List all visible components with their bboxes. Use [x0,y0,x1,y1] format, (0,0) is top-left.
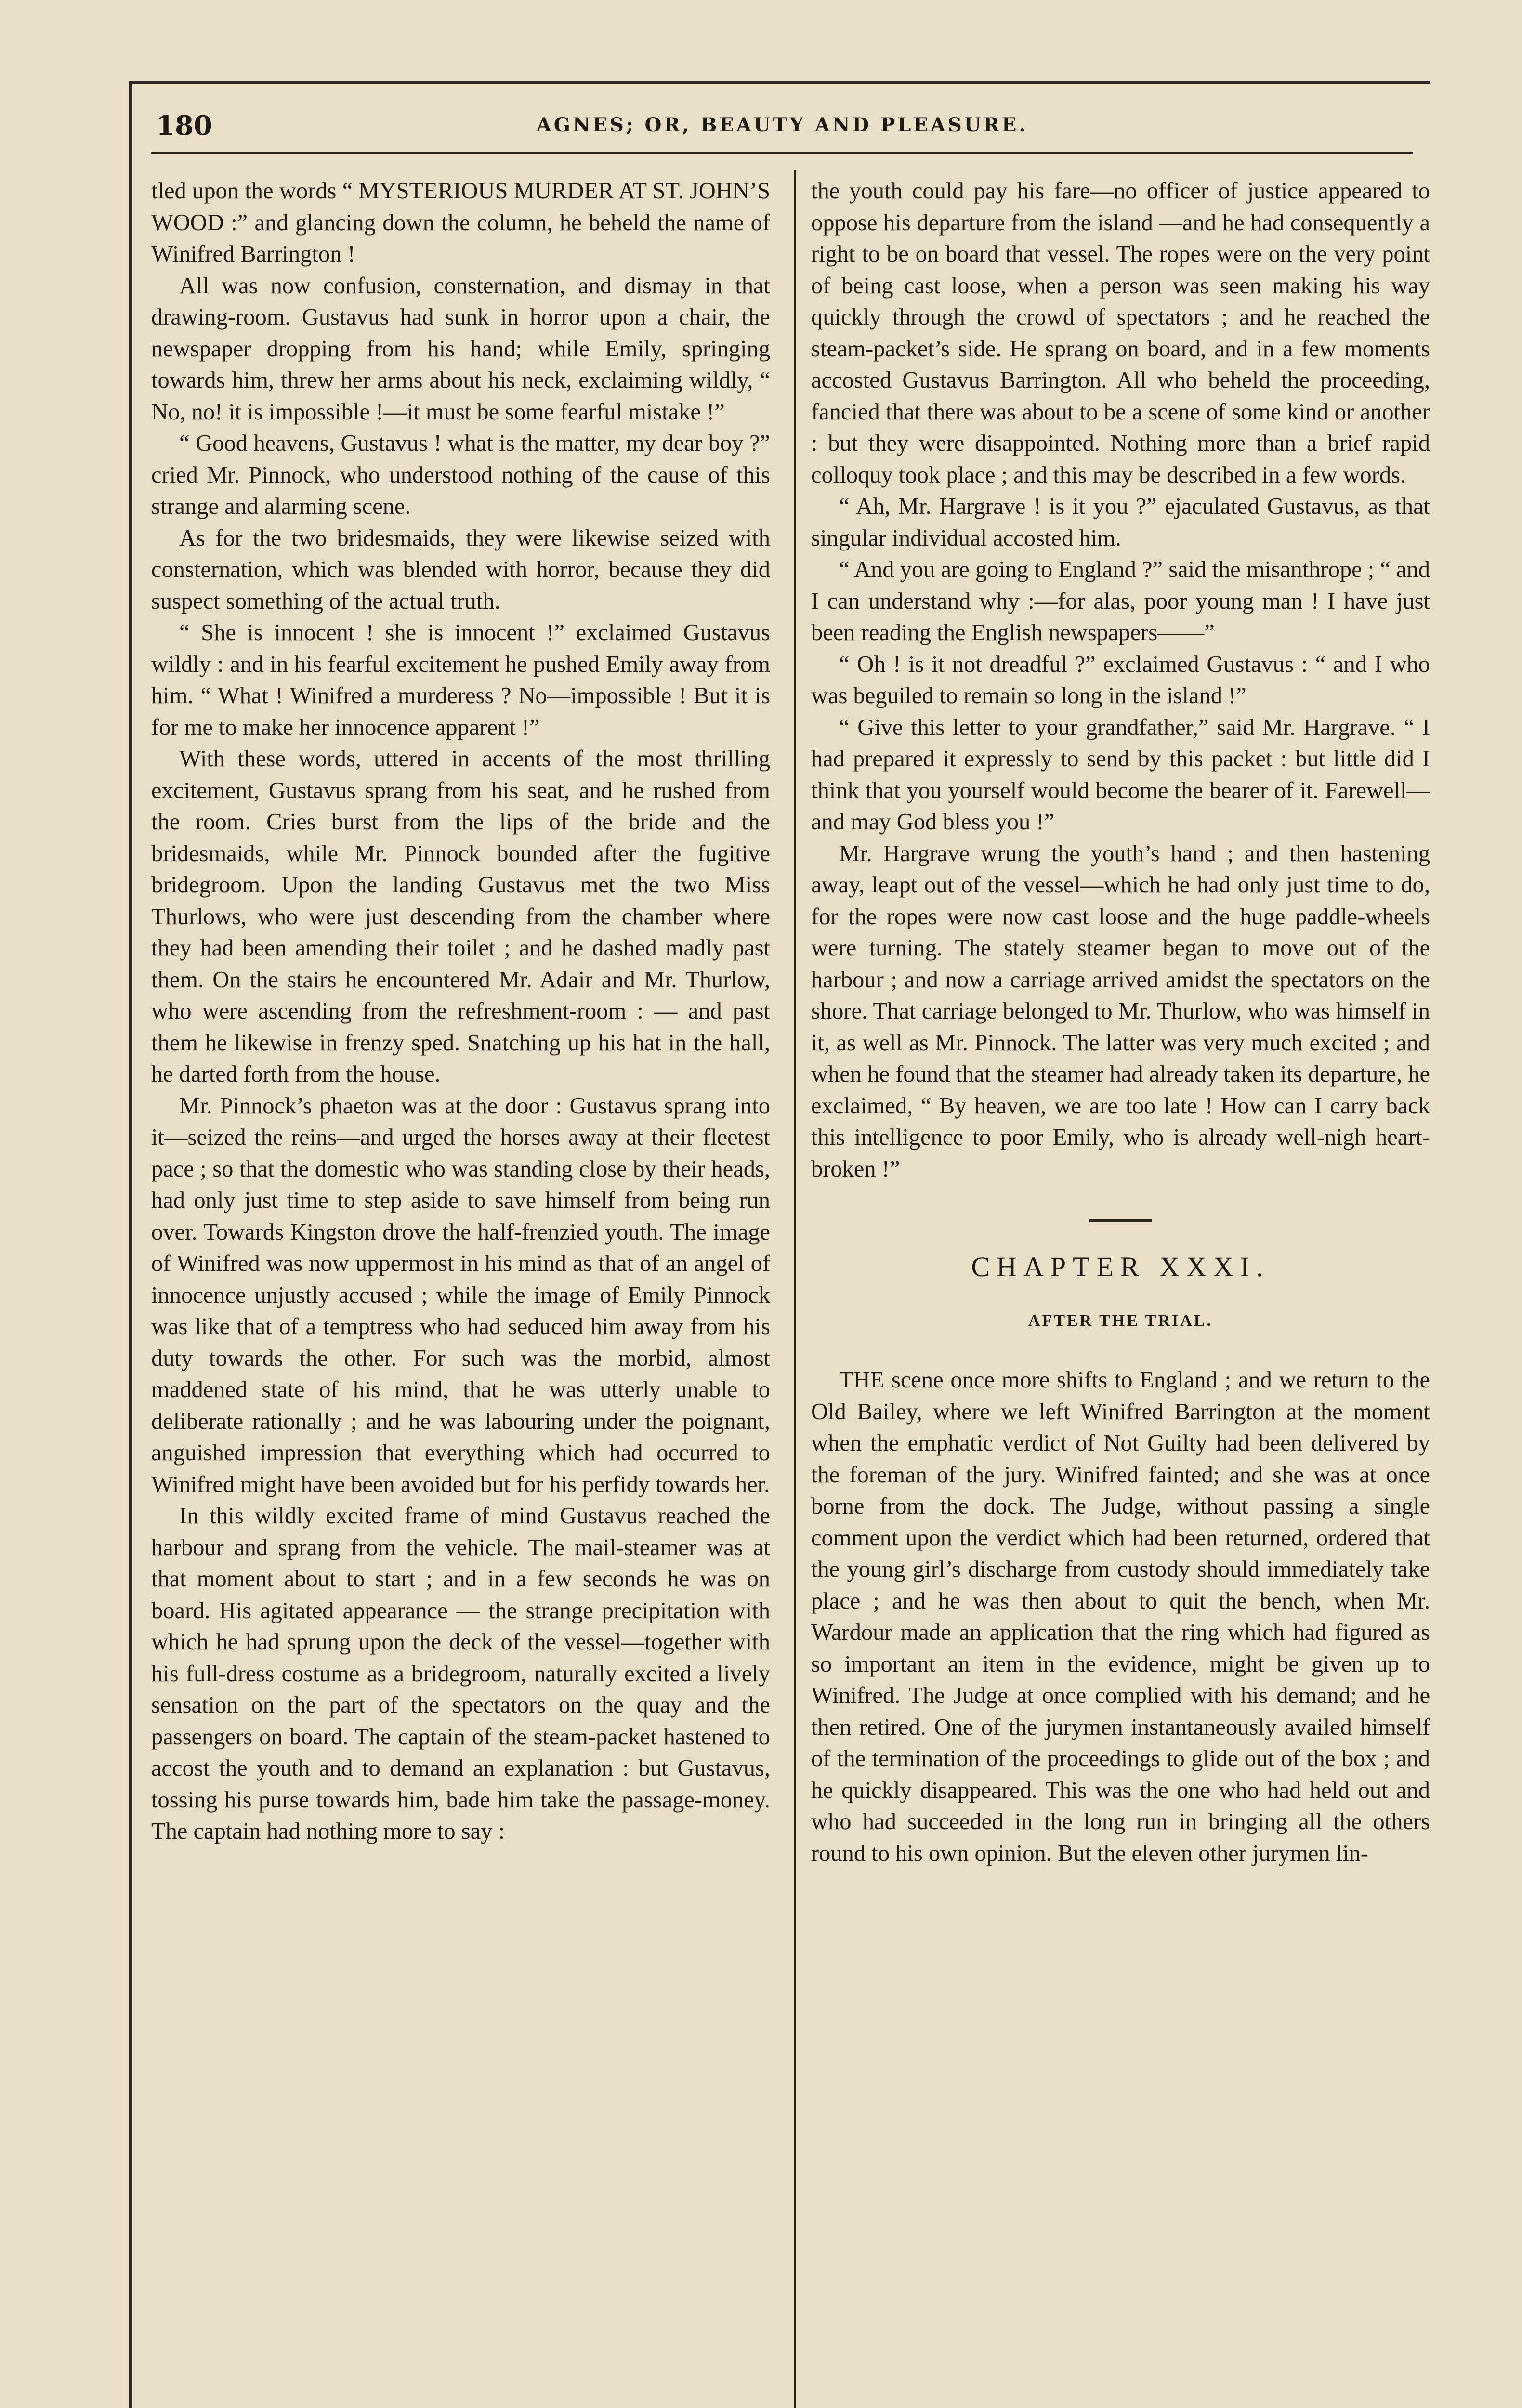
column-divider [794,170,796,2408]
running-title: AGNES; OR, BEAUTY AND PLEASURE. [536,114,1028,136]
paragraph: “ Good heavens, Gustavus ! what is the matter, my dear boy ?” cried Mr. Pinnock, who understood nothing of the cause of this strange and alarming scene. [151,431,770,519]
chapter-subtitle: AFTER THE TRIAL. [1028,1311,1213,1330]
paragraph: “ Oh ! is it not dreadful ?” exclaimed Gustavus : “ and I who was beguiled to remain so long in the island !” [811,651,1430,708]
paragraph: tled upon the words “ MYSTERIOUS MURDER AT ST. JOHN’S WOOD :” and glancing down the column, he beheld the name of Winifred Barrington ! [151,178,770,267]
page-header [156,110,1408,148]
paragraph: Mr. Pinnock’s phaeton was at the door : Gustavus sprang into it—seized the reins—and urged the horses away at their fleetest pace ; so that the domestic who was standing close by their heads, had only just time to step aside to save himself from being run over. Towards Kingston drove the half-frenzied youth. The image of Winifred was now uppermost in his mind as that of an angel of innocence unjustly accused ; while the image of Emily Pinnock was like that of a temptress who had seduced him away from his duty towards the other. For such was the morbid, almost maddened state of his mind, that he was utterly unable to deliberate rationally ; and he was labouring under the poignant, anguished impression that everything which had occurred to Winifred might have been avoided but for his perfidy towards her. [151,1093,770,1497]
paragraph: In this wildly excited frame of mind Gustavus reached the harbour and sprang from the vehicle. The mail-steamer was at that moment about to start ; and in a few seconds he was on board. His agitated appearance — the strange precipitation with which he had sprung upon the deck of the vessel—together with his full-dress costume as a bridegroom, naturally excited a lively sensation on the part of the spectators on the quay and the passengers on board. The captain of the steam-packet hastened to accost the youth and to demand an explanation : but Gustavus, tossing his purse towards him, bade him take the passage-money. The captain had nothing more to say : [151,1503,770,1844]
chapter-title: CHAPTER XXXI. [971,1251,1270,1283]
paragraph: “ And you are going to England ?” said the misanthrope ; “ and I can understand why :—for alas, poor young man ! I have just been reading the English newspapers——” [811,557,1430,645]
left-column [151,175,770,2408]
paragraph: All was now confusion, consternation, and dismay in that drawing-room. Gustavus had sunk in horror upon a chair, the newspaper dropping from his hand; while Emily, springing towards him, threw her arms about his neck, exclaiming wildly, “ No, no! it is impossible !—it must be some fearful mistake !” [151,273,770,425]
book-page [129,81,1430,2408]
paragraph: THE scene once more shifts to England ; and we return to the Old Bailey, where we left Winifred Barrington at the moment when the emphatic verdict of Not Guilty had been delivered by the foreman of the jury. Winifred fainted; and she was at once borne from the dock. The Judge, without passing a single comment upon the verdict which had been returned, ordered that the young girl’s discharge from custody should immediately take place ; and he was then about to quit the bench, when Mr. Wardour made an application that the ring which had figured as so important an item in the evidence, might be given up to Winifred. The Judge at once complied with his demand; and he then retired. One of the jurymen instantaneously availed himself of the termination of the proceedings to glide out of the box ; and he quickly disappeared. This was the one who had held out and who had succeeded in the long run in bringing all the others round to his own opinion. But the eleven other jurymen lin- [811,1367,1430,1866]
paragraph: As for the two bridesmaids, they were likewise seized with consternation, which was blended with horror, because they did suspect something of the actual truth. [151,525,770,614]
right-column [811,175,1430,2408]
paragraph: “ Ah, Mr. Hargrave ! is it you ?” ejaculated Gustavus, as that singular individual accosted him. [811,494,1430,551]
paragraph: Mr. Hargrave wrung the youth’s hand ; and then hastening away, leapt out of the vessel—which he had only just time to do, for the ropes were now cast loose and the huge paddle-wheels were turning. The stately steamer began to move out of the harbour ; and now a carriage arrived amidst the spectators on the shore. That carriage belonged to Mr. Thurlow, who was himself in it, as well as Mr. Pinnock. The latter was very much excited ; and when he found that the steamer had already taken its departure, he exclaimed, “ By heaven, we are too late ! How can I carry back this intelligence to poor Emily, who is already well-nigh heart-broken !” [811,840,1430,1182]
header-rule [151,152,1413,154]
paragraph: With these words, uttered in accents of the most thrilling excitement, Gustavus sprang from his seat, and he rushed from the room. Cries burst from the lips of the bride and the bridesmaids, while Mr. Pinnock bounded after the fugitive bridegroom. Upon the landing Gustavus met the two Miss Thurlows, who were just descending from the chamber where they had been amending their toilet ; and he dashed madly past them. On the stairs he encountered Mr. Adair and Mr. Thurlow, who were ascending from the refreshment-room : — and past them he likewise in frenzy sped. Snatching up his hat in the hall, he darted forth from the house. [151,746,770,1087]
paragraph: “ She is innocent ! she is innocent !” exclaimed Gustavus wildly : and in his fearful excitement he pushed Emily away from him. “ What ! Winifred a murderess ? No—impossible ! But it is for me to make her innocence apparent !” [151,620,770,740]
paragraph: the youth could pay his fare—no officer of justice appeared to oppose his departure from the island —and he had consequently a right to be on board that vessel. The ropes were on the very point of being cast loose, when a person was seen making his way quickly through the crowd of spectators ; and he reached the steam-packet’s side. He sprang on board, and in a few moments accosted Gustavus Barrington. All who beheld the proceeding, fancied that there was about to be a scene of some kind or another : but they were disappointed. Nothing more than a brief rapid colloquy took place ; and this may be described in a few words. [811,178,1430,488]
paragraph: “ Give this letter to your grandfather,” said Mr. Hargrave. “ I had prepared it expressly to send by this packet : but little did I think that you yourself would become the bearer of it. Farewell—and may God bless you !” [811,714,1430,835]
section-separator [1089,1219,1152,1222]
page-number: 180 [156,110,212,142]
